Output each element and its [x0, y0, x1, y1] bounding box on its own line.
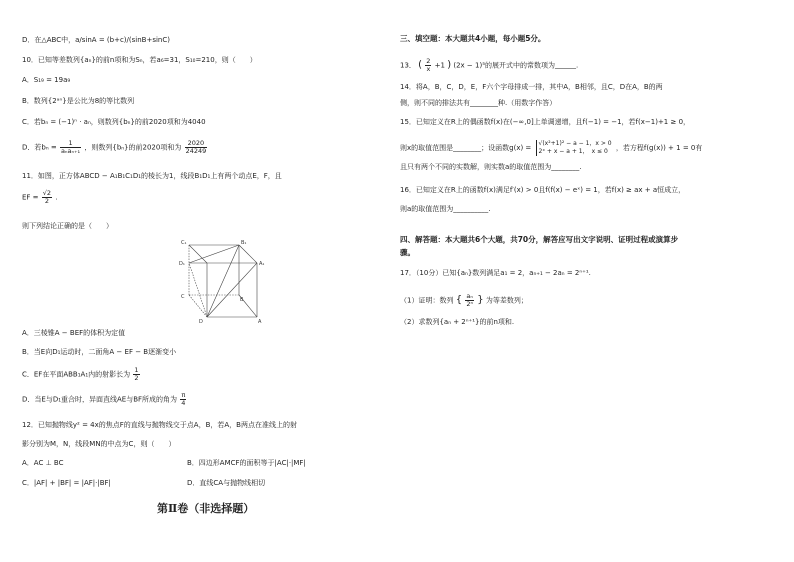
q16: 16．已知定义在R上的函数f(x)满足f′(x) > 0且f(f(x) − eˣ) = 1，若f(x) ≥ ax + a恒成立， [400, 186, 686, 194]
q17: 17．（10分）已知{aₙ}数列满足a₁ = 2，aₙ₊₁ − 2aₙ = 2ⁿ⁺¹. [400, 269, 591, 277]
q14-2: 侧，则不同的排法共有________种.（用数字作答） [400, 99, 557, 107]
q9-option-d-text: D．在△ABC中，a/sinA = (b+c)/(sinB+sinC) [22, 36, 170, 44]
fraction-numerator: π [181, 391, 186, 399]
q13-paren: ( [418, 59, 423, 71]
cube-label-c: C [181, 294, 185, 300]
q10-option-a [22, 76, 70, 85]
cube-label-a: A [258, 319, 262, 325]
q11-prompt [22, 222, 113, 231]
q9-option-d [22, 36, 170, 45]
q11-option-c [22, 367, 141, 382]
q13-text: (2x − 1)⁵的展开式中的常数项为______. [453, 61, 579, 70]
q13 [400, 58, 578, 73]
q12-option-c: C．|AF| + |BF| = |AF|·|BF| [22, 479, 111, 487]
cube-label-a1: A₁ [259, 261, 265, 267]
fraction-numerator: 1 [60, 140, 81, 148]
q10-stem [22, 56, 257, 65]
q12-option-b: B．四边形AMCF的面积等于|AC|·|MF| [187, 459, 306, 467]
q15-3: 且只有两个不同的实数解，则实数a的取值范围为________. [400, 163, 582, 171]
cube-label-d1: D₁ [179, 261, 185, 267]
q12-stem [22, 421, 297, 430]
cube-label-d: D [199, 319, 203, 325]
q10-option-d-prefix: D．若bₙ = [22, 143, 57, 152]
q17-part-2: （2）求数列{aₙ + 2ⁿ⁺¹}的前n项和. [400, 318, 515, 326]
fraction-numerator: √2 [42, 189, 52, 197]
q12-stem-text: 12．已知抛物线y² = 4x的焦点F的直线与抛物线交于点A，B，若A，B两点在准线上的射 [22, 421, 297, 429]
fraction-numerator: aₙ [466, 292, 473, 300]
q10-option-b [22, 97, 134, 106]
fraction-numerator: 1 [134, 366, 139, 374]
q11-stem-text: 11．如图，正方体ABCD − A₁B₁C₁D₁的棱长为1，线段B₁D₁上有两个动点E，F，且 [22, 172, 282, 180]
fraction-denominator: aₙaₙ₊₁ [60, 147, 81, 155]
right-column [400, 0, 770, 562]
q10-option-b-text: B．数列{2ᵃⁿ}是公比为8的等比数列 [22, 97, 135, 105]
fraction-denominator: 24249 [185, 147, 207, 155]
q10-option-d-fraction [60, 140, 81, 155]
cube-label-b: B [240, 297, 244, 303]
q11-prompt-text: 则下列结论正确的是（ ） [22, 222, 113, 230]
brace-open: { [455, 294, 463, 306]
q17-part-1-suffix: 为等差数列； [485, 296, 528, 305]
q13-fraction [425, 58, 431, 73]
q11-condition-suffix: . [55, 193, 58, 202]
cube-label-c1: C₁ [181, 240, 187, 246]
q10-stem-text: 10．已知等差数列{aₙ}的前n项和为Sₙ，若a₆=31，S₁₀=210，则（ ） [22, 56, 257, 64]
fill-blank-heading: 三、填空题：本大题共4小题，每小题5分。 [400, 34, 546, 43]
q15-prefix: 则x的取值范围是________；设函数g(x) = [400, 144, 532, 152]
q11-option-d [22, 392, 187, 407]
fraction-denominator: 2 [44, 197, 49, 205]
q10-option-d-middle: ，则数列{bₙ}的前2020项和为 [84, 143, 182, 152]
q11-option-b [22, 348, 176, 357]
q15: 15．已知定义在R上的偶函数f(x)在(−∞,0]上单调递增，且f(−1) = −1，若f(x−1)+1 ≥ 0， [400, 118, 691, 126]
q10-option-c [22, 118, 206, 127]
q12-stem-text-2: 影分别为M，N，线段MN的中点为C，则（ ） [22, 440, 176, 448]
q13-paren-close: ) [447, 59, 452, 71]
q15-suffix: ，若方程f(g(x)) + 1 = 0有 [615, 144, 703, 152]
fraction-denominator: 4 [181, 399, 186, 407]
q11-option-d-fraction [180, 392, 186, 407]
q11-condition-fraction [42, 190, 52, 205]
q17-part-1-fraction [465, 293, 474, 308]
q10-option-d [22, 140, 208, 155]
answer-heading-2: 骤。 [400, 248, 415, 257]
brace-close: } [477, 294, 484, 306]
fraction-denominator: 2 [134, 374, 139, 382]
q11-option-b-text: B．当E向D₁运动时，二面角A − EF − B逐渐变小 [22, 348, 177, 356]
q14: 14．将A，B，C，D，E，F六个字母排成一排，其中A，B相邻，且C，D在A，B的两 [400, 83, 663, 91]
left-column [22, 0, 392, 562]
cube-label-b1: B₁ [241, 240, 247, 246]
q11-condition [22, 190, 58, 205]
q12-stem-2 [22, 440, 175, 449]
q11-option-c-prefix: C．EF在平面ABB₁A₁内的射影长为 [22, 370, 131, 379]
fraction-numerator: 2020 [185, 140, 208, 148]
q16-2: 则a的取值范围为__________. [400, 205, 491, 213]
q13-plus: +1 [434, 61, 445, 70]
q12-option-a: A．AC ⊥ BC [22, 459, 64, 467]
q11-option-a-text: A．三棱锥A − BEF的体积为定值 [22, 329, 126, 337]
q12-option-d: D．直线CA与抛物线相切 [187, 479, 266, 487]
fraction-numerator: 2 [426, 57, 431, 65]
q15-case-1: √(x²+1)² − a − 1，x > 0 [538, 140, 612, 147]
q15-case-2: 2ˣ + x − a + 1， x ≤ 0 [538, 148, 608, 155]
q11-stem [22, 172, 282, 181]
q15-piecewise [536, 140, 612, 156]
q10-option-d-fraction-2 [185, 140, 208, 155]
fraction-denominator: x [426, 65, 431, 73]
section-title: 第Ⅱ卷（非选择题） [157, 502, 255, 515]
cube-figure [177, 235, 267, 325]
q11-option-c-fraction [133, 367, 139, 382]
q10-option-c-text: C．若bₙ = (−1)ⁿ · aₙ，则数列{bₙ}的前2020项和为4040 [22, 118, 206, 126]
q11-option-a [22, 329, 125, 338]
q11-option-d-prefix: D．当E与D₁重合时，异面直线AE与BF所成的角为 [22, 395, 178, 404]
q11-condition-prefix: EF = [22, 193, 39, 202]
q17-part-1-prefix: （1）证明：数列 [400, 296, 454, 305]
q10-option-a-text: A．S₁₉ = 19a₉ [22, 76, 71, 84]
fraction-denominator: 2ⁿ [466, 300, 474, 308]
answer-heading: 四、解答题：本大题共6个大题，共70分，解答应写出文字说明、证明过程或演算步 [400, 235, 679, 244]
q13-number: 13． [400, 61, 416, 70]
q17-part-1 [400, 293, 528, 308]
q15-2 [400, 140, 702, 156]
